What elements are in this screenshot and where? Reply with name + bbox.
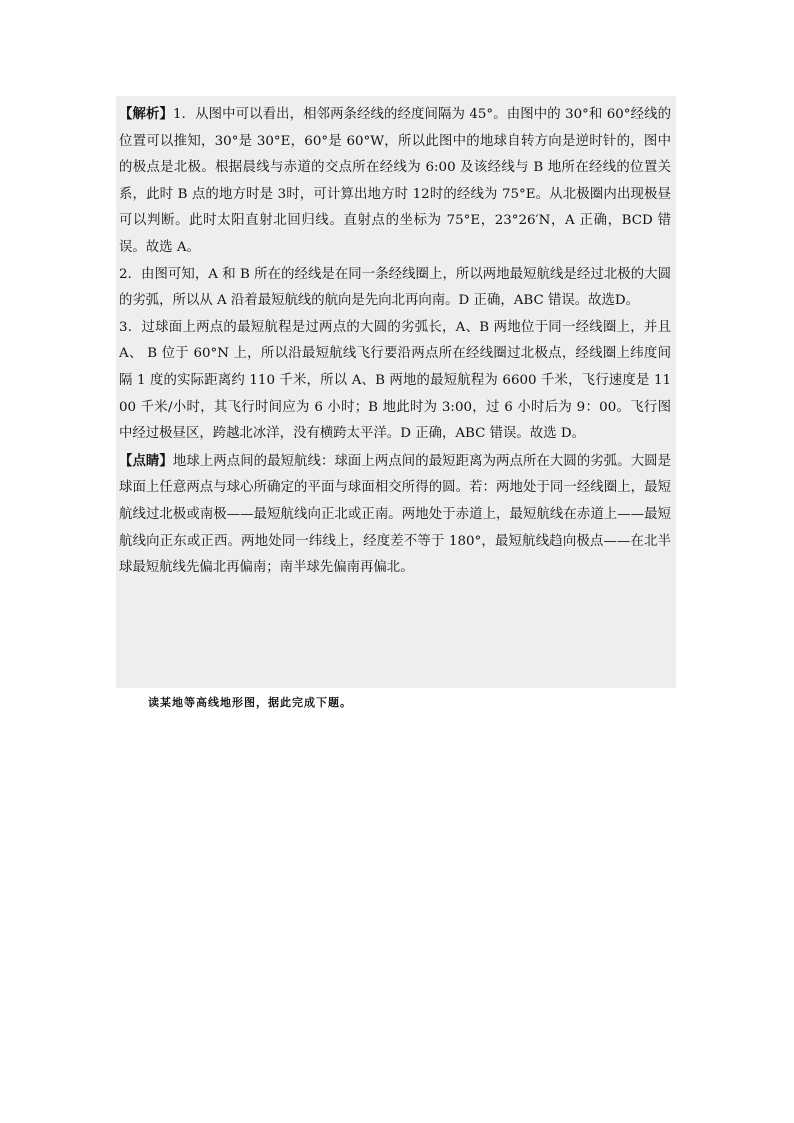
- next-question-intro: 读某地等高线地形图，据此完成下题。: [148, 696, 352, 709]
- analysis-q1-text: 1．从图中可以看出，相邻两条经线的经度间隔为 45°。由图中的 30°和 60°经线的位置可以推知，30°是 30°E，60°是 60°W，所以此图中的地球自转方向是逆时针的，图中的极点是北极。根据晨线与赤道的交点所在经线为 6:00 及该经线与 B 地所在经线的位置关系，此时 B 点的地方时是 3时，可计算出地方时 12时的经线为 75°E。从北极圈内出现极昼可以判断。此时太阳直射北回归线。直射点的坐标为 75°E，23°26′N，A 正确，BCD 错误。故选 A。: [119, 107, 671, 255]
- answer-analysis-box: [116, 96, 676, 688]
- analysis-paragraph-q2: [119, 262, 671, 315]
- comment-tag: 【点睛】: [119, 452, 173, 469]
- analysis-q2-text: 2．由图可知，A 和 B 所在的经线是在同一条经线圈上，所以两地最短航线是经过北极的大圆的劣弧，所以从 A 沿着最短航线的航向是先向北再向南。D 正确，ABC 错误。故选D。: [119, 266, 671, 309]
- comment-text: 地球上两点间的最短航线：球面上两点间的最短距离为两点所在大圆的劣弧。大圆是球面上任意两点与球心所确定的平面与球面相交所得的圆。若：两地处于同一经线圈上，最短航线过北极或南极——最短航线向正北或正南。两地处于赤道上，最短航线在赤道上——最短航线向正东或正西。两地处同一纬线上，经度差不等于 180°，最短航线趋向极点——在北半球最短航线先偏北再偏南；南半球先偏南再偏北。: [119, 453, 672, 576]
- comment-paragraph: [119, 448, 671, 582]
- analysis-q3-text: 3．过球面上两点的最短航程是过两点的大圆的劣弧长，A、B 两地位于同一经线圈上，并且 A、 B 位于 60°N 上，所以沿最短航线飞行要沿两点所在经线圈过北极点，经线圈上纬度间隔 1 度的实际距离约 110 千米，所以 A、B 两地的最短航程为 6600 千米，飞行速度是 1100 千米/小时，其飞行时间应为 6 小时；B 地此时为 3:00，过 6 小时后为 9：00。飞行图中经过极昼区，跨越北冰洋，没有横跨太平洋。D 正确，ABC 错误。故选 D。: [119, 319, 671, 442]
- analysis-paragraph-q1: [119, 101, 671, 262]
- analysis-paragraph-q3: [119, 315, 671, 448]
- analysis-tag: 【解析】: [119, 106, 173, 122]
